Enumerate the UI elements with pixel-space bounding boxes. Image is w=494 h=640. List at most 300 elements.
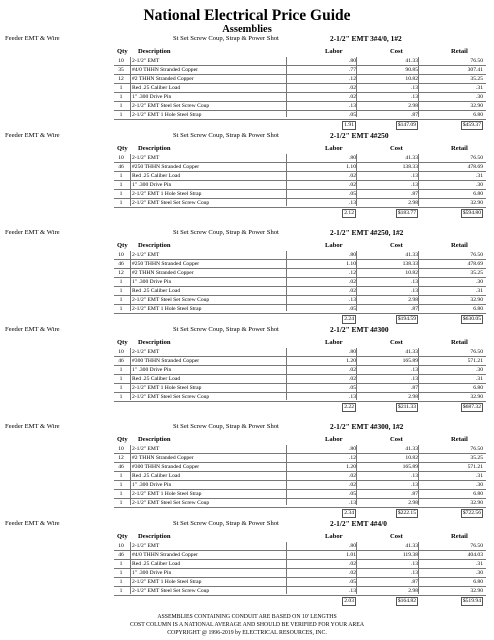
section-header <box>0 33 494 45</box>
items-rows <box>114 57 486 129</box>
labor-cell: .80 <box>349 543 356 549</box>
qty-cell: 1 <box>119 570 123 576</box>
table-row <box>114 260 486 269</box>
table-row <box>114 278 486 287</box>
total-retail: $519.94 <box>462 597 481 604</box>
description-cell: 2-1/2" EMT <box>132 252 160 258</box>
labor-cell: .13 <box>349 103 356 109</box>
column-divider <box>130 348 131 400</box>
retail-cell: 35.25 <box>470 270 483 276</box>
qty-cell: 10 <box>118 349 124 355</box>
table-row <box>114 154 486 163</box>
col-labor-header: Labor <box>325 436 343 443</box>
column-divider <box>356 542 357 594</box>
description-cell: #300 THHN Stranded Copper <box>132 358 200 364</box>
qty-cell: 1 <box>119 173 123 179</box>
section-method: St Set Screw Coup, Strap & Power Shot <box>173 520 279 527</box>
labor-cell: .02 <box>349 376 356 382</box>
qty-cell: 1 <box>119 288 123 294</box>
total-retail: $722.56 <box>462 509 481 516</box>
qty-cell: 1 <box>119 112 123 118</box>
qty-cell: 12 <box>118 76 124 82</box>
retail-cell: 76.50 <box>470 543 483 549</box>
column-divider <box>130 57 131 117</box>
section-code: 2-1/2" EMT 3#4/0, 1#2 <box>330 34 402 43</box>
labor-cell: .80 <box>349 155 356 161</box>
description-cell: 1" .300 Drive Pin <box>132 182 172 188</box>
table-row <box>114 181 486 190</box>
labor-cell: .05 <box>349 306 356 312</box>
cost-cell: 41.33 <box>405 446 418 452</box>
qty-cell: 10 <box>118 252 124 258</box>
labor-cell: .12 <box>349 270 356 276</box>
total-cost: $222.15 <box>397 509 416 516</box>
table-row <box>114 472 486 481</box>
cost-cell: 2.98 <box>408 297 418 303</box>
section-code: 2-1/2" EMT 4#300 <box>330 325 389 334</box>
cost-cell: .13 <box>411 561 418 567</box>
column-divider <box>356 251 357 311</box>
description-cell: 2-1/2" EMT <box>132 446 160 452</box>
labor-cell: .80 <box>349 58 356 64</box>
labor-cell: .02 <box>349 288 356 294</box>
labor-cell: .05 <box>349 191 356 197</box>
column-divider <box>286 251 287 311</box>
total-labor: 2.12 <box>344 209 354 216</box>
section-method: St Set Screw Coup, Strap & Power Shot <box>173 423 279 430</box>
qty-cell: 1 <box>119 588 123 594</box>
labor-cell: .80 <box>349 349 356 355</box>
page-title: National Electrical Price Guide <box>143 7 351 24</box>
labor-cell: .13 <box>349 200 356 206</box>
cost-cell: .13 <box>411 94 418 100</box>
description-cell: 2-1/2" EMT <box>132 349 160 355</box>
table-row <box>114 578 486 587</box>
cost-cell: .87 <box>411 112 418 118</box>
table-row <box>114 384 486 393</box>
retail-cell: 76.50 <box>470 155 483 161</box>
qty-cell: 1 <box>119 500 123 506</box>
total-cost: $211.33 <box>398 403 416 410</box>
qty-cell: 1 <box>119 85 123 91</box>
retail-cell: 32.90 <box>470 200 483 206</box>
cost-cell: 138.33 <box>402 164 418 170</box>
retail-cell: 32.90 <box>470 588 483 594</box>
section-header <box>0 324 494 336</box>
labor-cell: 1.01 <box>346 552 356 558</box>
column-divider <box>418 57 419 117</box>
col-description-header: Description <box>138 48 171 55</box>
total-retail: $687.32 <box>462 403 481 410</box>
total-labor: 2.34 <box>344 509 354 516</box>
total-cost: $164.82 <box>397 597 416 604</box>
retail-cell: .31 <box>476 288 483 294</box>
table-row <box>114 172 486 181</box>
description-cell: #2 THHN Stranded Copper <box>132 455 194 461</box>
cost-cell: 165.89 <box>402 464 418 470</box>
total-cost: $183.77 <box>397 209 416 216</box>
retail-cell: .31 <box>476 376 483 382</box>
retail-cell: 76.50 <box>470 58 483 64</box>
cost-cell: .87 <box>411 385 418 391</box>
total-cost: $194.59 <box>397 315 416 322</box>
table-row <box>114 366 486 375</box>
column-divider <box>286 542 287 594</box>
description-cell: Red .25 Caliber Load <box>132 473 181 479</box>
description-cell: Red .25 Caliber Load <box>132 288 181 294</box>
table-row <box>114 393 486 402</box>
description-cell: #4/0 THHN Stranded Copper <box>132 67 198 73</box>
column-divider <box>356 154 357 206</box>
footer-line-2: COST COLUMN IS A NATIONAL AVERAGE AND SHOULD BE VERIFIED FOR YOUR AREA <box>129 622 365 628</box>
table-row <box>114 287 486 296</box>
qty-cell: 1 <box>119 491 123 497</box>
labor-cell: .13 <box>349 297 356 303</box>
cost-cell: .87 <box>411 579 418 585</box>
col-labor-header: Labor <box>325 48 343 55</box>
labor-cell: 1.20 <box>346 464 356 470</box>
labor-cell: .80 <box>349 252 356 258</box>
qty-cell: 46 <box>118 552 124 558</box>
description-cell: #2 THHN Stranded Copper <box>132 76 194 82</box>
column-divider <box>418 348 419 400</box>
col-cost-header: Cost <box>390 48 403 55</box>
qty-cell: 10 <box>118 543 124 549</box>
footer-notes <box>0 613 494 637</box>
qty-cell: 1 <box>119 94 123 100</box>
qty-cell: 10 <box>118 155 124 161</box>
cost-cell: 10.82 <box>405 76 418 82</box>
total-labor: 2.03 <box>344 597 354 604</box>
cost-cell: 41.33 <box>405 58 418 64</box>
cost-cell: 10.82 <box>405 270 418 276</box>
section-method: St Set Screw Coup, Strap & Power Shot <box>173 35 279 42</box>
table-row <box>114 560 486 569</box>
cost-cell: .87 <box>411 306 418 312</box>
cost-cell: .13 <box>411 279 418 285</box>
labor-cell: .02 <box>349 279 356 285</box>
qty-cell: 1 <box>119 394 123 400</box>
cost-cell: 2.98 <box>408 103 418 109</box>
column-divider <box>286 445 287 505</box>
assembly-section <box>0 33 494 130</box>
labor-cell: .02 <box>349 85 356 91</box>
col-labor-header: Labor <box>325 533 343 540</box>
section-category: Feeder EMT & Wire <box>5 423 60 430</box>
table-row <box>114 66 486 75</box>
column-divider <box>130 154 131 206</box>
description-cell: Red .25 Caliber Load <box>132 376 181 382</box>
retail-cell: .31 <box>476 85 483 91</box>
labor-cell: .05 <box>349 385 356 391</box>
description-cell: 2-1/2" EMT <box>132 155 160 161</box>
retail-cell: .30 <box>476 279 483 285</box>
items-table <box>114 154 486 217</box>
cost-cell: 2.98 <box>408 500 418 506</box>
col-qty-header: Qty <box>117 339 128 346</box>
qty-cell: 46 <box>118 261 124 267</box>
items-rows <box>114 542 486 605</box>
retail-cell: 6.80 <box>473 491 483 497</box>
labor-cell: .13 <box>349 394 356 400</box>
col-retail-header: Retail <box>451 242 468 249</box>
description-cell: #2 THHN Stranded Copper <box>132 270 194 276</box>
column-divider <box>418 445 419 505</box>
section-header <box>0 227 494 239</box>
cost-cell: .87 <box>411 191 418 197</box>
description-cell: 2-1/2" EMT Steel Set Screw Coup <box>132 103 210 109</box>
assembly-section <box>0 421 494 518</box>
qty-cell: 1 <box>119 482 123 488</box>
cost-cell: .13 <box>411 482 418 488</box>
qty-cell: 12 <box>118 270 124 276</box>
column-divider <box>356 445 357 505</box>
column-divider <box>130 251 131 311</box>
retail-cell: .31 <box>476 173 483 179</box>
labor-cell: .80 <box>349 446 356 452</box>
retail-cell: 6.80 <box>473 306 483 312</box>
qty-cell: 1 <box>119 279 123 285</box>
total-row <box>114 120 486 129</box>
retail-cell: 404.03 <box>467 552 483 558</box>
qty-cell: 35 <box>118 67 124 73</box>
section-code: 2-1/2" EMT 4#250 <box>330 131 389 140</box>
retail-cell: 76.50 <box>470 252 483 258</box>
items-table <box>114 251 486 323</box>
description-cell: Red .25 Caliber Load <box>132 173 181 179</box>
cost-cell: 138.33 <box>402 261 418 267</box>
description-cell: 2-1/2" EMT Steel Set Screw Coup <box>132 394 210 400</box>
table-row <box>114 490 486 499</box>
description-cell: 1" .300 Drive Pin <box>132 94 172 100</box>
table-row <box>114 463 486 472</box>
qty-cell: 1 <box>119 200 123 206</box>
qty-cell: 10 <box>118 446 124 452</box>
total-labor: 1.91 <box>344 121 354 128</box>
items-rows <box>114 251 486 323</box>
retail-cell: .31 <box>476 473 483 479</box>
cost-cell: 2.98 <box>408 200 418 206</box>
items-table <box>114 348 486 411</box>
column-divider <box>286 348 287 400</box>
retail-cell: 32.90 <box>470 394 483 400</box>
section-code: 2-1/2" EMT 4#250, 1#2 <box>330 228 404 237</box>
section-category: Feeder EMT & Wire <box>5 520 60 527</box>
items-table <box>114 57 486 129</box>
col-cost-header: Cost <box>390 533 403 540</box>
table-row <box>114 84 486 93</box>
cost-cell: 119.38 <box>402 552 418 558</box>
table-row <box>114 454 486 463</box>
retail-cell: 478.69 <box>467 261 483 267</box>
qty-cell: 1 <box>119 473 123 479</box>
description-cell: #4/0 THHN Stranded Copper <box>132 552 198 558</box>
retail-cell: 571.21 <box>467 464 483 470</box>
assembly-section <box>0 324 494 421</box>
table-row <box>114 190 486 199</box>
assembly-sections <box>0 33 494 615</box>
table-row <box>114 569 486 578</box>
description-cell: 1" .300 Drive Pin <box>132 482 172 488</box>
assembly-section <box>0 227 494 324</box>
footer-line-1: ASSEMBLIES CONTAINING CONDUIT ARE BASED ON 10' LENGTHS <box>157 614 337 620</box>
col-cost-header: Cost <box>390 145 403 152</box>
col-qty-header: Qty <box>117 436 128 443</box>
table-row <box>114 111 486 120</box>
col-retail-header: Retail <box>451 48 468 55</box>
assembly-section <box>0 130 494 227</box>
total-row <box>114 314 486 323</box>
total-labor: 2.22 <box>344 403 354 410</box>
qty-cell: 10 <box>118 58 124 64</box>
qty-cell: 1 <box>119 561 123 567</box>
section-method: St Set Screw Coup, Strap & Power Shot <box>173 229 279 236</box>
section-code: 2-1/2" EMT 4#4/0 <box>330 519 387 528</box>
column-divider <box>286 57 287 117</box>
cost-cell: 41.33 <box>405 155 418 161</box>
total-retail: $459.37 <box>462 121 481 128</box>
col-labor-header: Labor <box>325 145 343 152</box>
labor-cell: .77 <box>349 67 356 73</box>
column-divider <box>286 154 287 206</box>
table-row <box>114 587 486 596</box>
column-divider <box>130 542 131 594</box>
section-category: Feeder EMT & Wire <box>5 229 60 236</box>
cost-cell: .13 <box>411 173 418 179</box>
total-row <box>114 208 486 217</box>
items-table <box>114 445 486 517</box>
retail-cell: 32.90 <box>470 103 483 109</box>
section-method: St Set Screw Coup, Strap & Power Shot <box>173 326 279 333</box>
table-row <box>114 102 486 111</box>
col-description-header: Description <box>138 436 171 443</box>
column-divider <box>418 154 419 206</box>
items-table <box>114 542 486 605</box>
description-cell: 2-1/2" EMT Steel Set Screw Coup <box>132 588 210 594</box>
cost-cell: .13 <box>411 85 418 91</box>
labor-cell: .02 <box>349 561 356 567</box>
qty-cell: 1 <box>119 182 123 188</box>
table-row <box>114 357 486 366</box>
description-cell: 2-1/2" EMT 1 Hole Steel Strap <box>132 579 202 585</box>
retail-cell: 35.25 <box>470 76 483 82</box>
description-cell: 2-1/2" EMT 1 Hole Steel Strap <box>132 491 202 497</box>
col-labor-header: Labor <box>325 242 343 249</box>
qty-cell: 1 <box>119 103 123 109</box>
footer-line-3: COPYRIGHT @ 1996-2019 by ELECTRICAL RESOURCES, INC. <box>167 630 327 636</box>
section-header <box>0 421 494 433</box>
retail-cell: .30 <box>476 570 483 576</box>
retail-cell: 6.80 <box>473 112 483 118</box>
retail-cell: 6.80 <box>473 191 483 197</box>
section-category: Feeder EMT & Wire <box>5 132 60 139</box>
labor-cell: .05 <box>349 579 356 585</box>
col-qty-header: Qty <box>117 145 128 152</box>
total-cost: $147.09 <box>397 121 416 128</box>
qty-cell: 1 <box>119 579 123 585</box>
description-cell: Red .25 Caliber Load <box>132 85 181 91</box>
description-cell: 2-1/2" EMT <box>132 58 160 64</box>
section-method: St Set Screw Coup, Strap & Power Shot <box>173 132 279 139</box>
description-cell: Red .25 Caliber Load <box>132 561 181 567</box>
column-divider <box>356 57 357 117</box>
total-row <box>114 596 486 605</box>
col-cost-header: Cost <box>390 436 403 443</box>
description-cell: 1" .300 Drive Pin <box>132 570 172 576</box>
qty-cell: 46 <box>118 358 124 364</box>
labor-cell: .02 <box>349 473 356 479</box>
column-divider <box>130 445 131 505</box>
col-retail-header: Retail <box>451 145 468 152</box>
table-row <box>114 199 486 208</box>
table-row <box>114 163 486 172</box>
labor-cell: 1.20 <box>346 358 356 364</box>
cost-cell: 90.85 <box>405 67 418 73</box>
labor-cell: 1.10 <box>346 164 356 170</box>
description-cell: #300 THHN Stranded Copper <box>132 464 200 470</box>
labor-cell: .02 <box>349 173 356 179</box>
description-cell: 1" .300 Drive Pin <box>132 367 172 373</box>
cost-cell: 41.33 <box>405 252 418 258</box>
labor-cell: 1.10 <box>346 261 356 267</box>
description-cell: 2-1/2" EMT 1 Hole Steel Strap <box>132 306 202 312</box>
qty-cell: 1 <box>119 367 123 373</box>
labor-cell: .12 <box>349 76 356 82</box>
qty-cell: 12 <box>118 455 124 461</box>
cost-cell: .13 <box>411 367 418 373</box>
table-row <box>114 269 486 278</box>
total-row <box>114 508 486 517</box>
retail-cell: 35.25 <box>470 455 483 461</box>
cost-cell: .13 <box>411 473 418 479</box>
retail-cell: .30 <box>476 482 483 488</box>
section-header <box>0 130 494 142</box>
description-cell: 2-1/2" EMT Steel Set Screw Coup <box>132 200 210 206</box>
retail-cell: 478.69 <box>467 164 483 170</box>
table-row <box>114 542 486 551</box>
page-subtitle: Assemblies <box>222 24 272 35</box>
col-cost-header: Cost <box>390 242 403 249</box>
description-cell: 2-1/2" EMT 1 Hole Steel Strap <box>132 385 202 391</box>
table-row <box>114 499 486 508</box>
retail-cell: .30 <box>476 182 483 188</box>
description-cell: 2-1/2" EMT 1 Hole Steel Strap <box>132 191 202 197</box>
col-qty-header: Qty <box>117 533 128 540</box>
description-cell: 2-1/2" EMT 1 Hole Steel Strap <box>132 112 202 118</box>
column-divider <box>356 348 357 400</box>
table-row <box>114 75 486 84</box>
retail-cell: .30 <box>476 94 483 100</box>
col-labor-header: Labor <box>325 339 343 346</box>
labor-cell: .05 <box>349 112 356 118</box>
col-description-header: Description <box>138 242 171 249</box>
description-cell: 2-1/2" EMT Steel Set Screw Coup <box>132 500 210 506</box>
cost-cell: .13 <box>411 570 418 576</box>
table-row <box>114 296 486 305</box>
labor-cell: .13 <box>349 500 356 506</box>
description-cell: 2-1/2" EMT <box>132 543 160 549</box>
col-retail-header: Retail <box>451 436 468 443</box>
table-row <box>114 251 486 260</box>
col-retail-header: Retail <box>451 339 468 346</box>
cost-cell: 165.89 <box>402 358 418 364</box>
assembly-section <box>0 518 494 615</box>
qty-cell: 46 <box>118 164 124 170</box>
description-cell: #250 THHN Stranded Copper <box>132 261 200 267</box>
col-retail-header: Retail <box>451 533 468 540</box>
retail-cell: .31 <box>476 561 483 567</box>
table-row <box>114 445 486 454</box>
